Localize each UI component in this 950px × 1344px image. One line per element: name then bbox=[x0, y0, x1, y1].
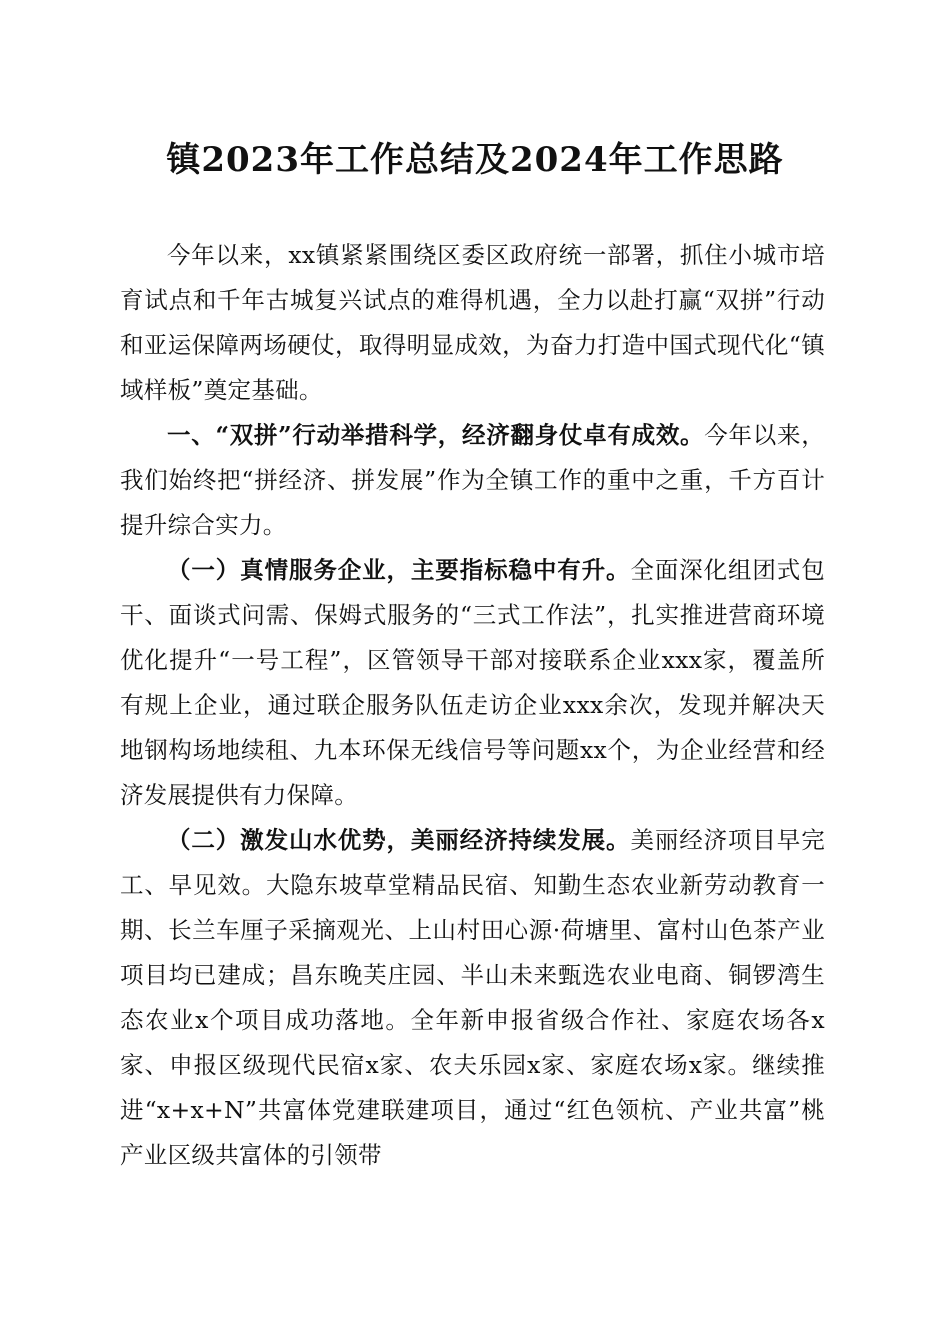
subsection-2-paragraph bbox=[120, 818, 825, 1178]
section-1-paragraph bbox=[120, 413, 825, 548]
section-1-heading: 一、“双拼”行动举措科学，经济翻身仗卓有成效。 bbox=[167, 421, 705, 449]
document-body bbox=[120, 233, 825, 1178]
subsection-1-paragraph bbox=[120, 548, 825, 818]
subsection-1-heading: （一）真情服务企业，主要指标稳中有升。 bbox=[167, 556, 631, 584]
subsection-1-text: 全面深化组团式包干、面谈式问需、保姆式服务的“三式工作法”，扎实推进营商环境优化提升“一号工程”，区管领导干部对接联系企业xxx家，覆盖所有规上企业，通过联企服务队伍走访企业xxx余次，发现并解决天地钢构场地续租、九本环保无线信号等问题xx个，为企业经营和经济发展提供有力保障。 bbox=[120, 556, 825, 809]
intro-paragraph: 今年以来，xx镇紧紧围绕区委区政府统一部署，抓住小城市培育试点和千年古城复兴试点的难得机遇，全力以赴打赢“双拼”行动和亚运保障两场硬仗，取得明显成效，为奋力打造中国式现代化“镇域样板”奠定基础。 bbox=[120, 241, 825, 404]
subsection-2-heading: （二）激发山水优势，美丽经济持续发展。 bbox=[167, 826, 631, 854]
document-title: 镇2023年工作总结及2024年工作思路 bbox=[166, 140, 784, 180]
subsection-2-text: 美丽经济项目早完工、早见效。大隐东坡草堂精品民宿、知勤生态农业新劳动教育一期、长兰车厘子采摘观光、上山村田心源·荷塘里、富村山色茶产业项目均已建成；昌东晚芙庄园、半山未来甄选农业电商、铜锣湾生态农业x个项目成功落地。全年新申报省级合作社、家庭农场各x家、申报区级现代民宿x家、农夫乐园x家、家庭农场x家。继续推进“x+x+N”共富体党建联建项目，通过“红色领杭、产业共富”桃产业区级共富体的引领带 bbox=[120, 826, 825, 1169]
section-1-text: 今年以来，我们始终把“拼经济、拼发展”作为全镇工作的重中之重，千方百计提升综合实力。 bbox=[120, 421, 826, 539]
